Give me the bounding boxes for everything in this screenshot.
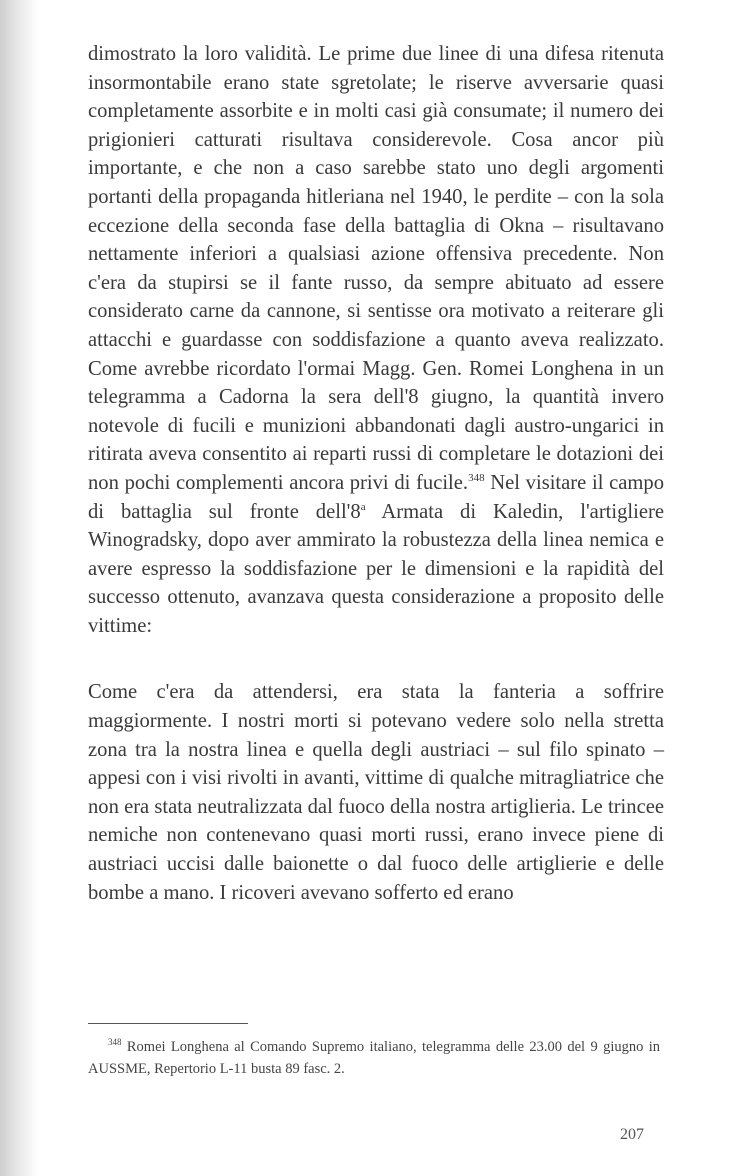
footnote-divider xyxy=(88,1023,248,1024)
page-number: 207 xyxy=(620,1126,644,1143)
footnote xyxy=(88,1036,660,1080)
paragraph-text-continued: Nel visitare il campo di battaglia sul fronte dell'8 xyxy=(88,471,664,523)
main-paragraph xyxy=(88,40,664,640)
footnote-text: Romei Longhena al Comando Supremo italiano, telegramma delle 23.00 del 9 giugno in AUSSME, Repertorio L-11 busta 89 fasc. 2. xyxy=(88,1039,660,1077)
paragraph-text-end: Armata di Kaledin, l'artigliere Winogradsky, dopo aver ammirato la robustezza della linea nemica e avere espresso la soddisfazione per le dimensioni e la rapidità del successo ottenuto, avanzava questa considerazione a proposito delle vittime: xyxy=(88,500,664,637)
footnote-reference: 348 xyxy=(468,472,485,485)
page-body xyxy=(88,40,664,907)
book-spine-shadow xyxy=(0,0,38,1176)
ordinal-superscript: a xyxy=(360,500,366,513)
paragraph-text: dimostrato la loro validità. Le prime due linee di una difesa ritenuta insormontabile erano state sgretolate; le riserve avversarie quasi completamente assorbite e in molti casi già consumate; il numero dei prigionieri catturati risultava considerevole. Cosa ancor più importante, e che non a caso sarebbe stato uno degli argomenti portanti della propaganda hitleriana nel 1940, le perdite – con la sola eccezione della seconda fase della battaglia di Okna – risultavano nettamente inferiori a qualsiasi azione offensiva precedente. Non c'era da stupirsi se il fante russo, da sempre abituato ad essere considerato carne da cannone, si sentisse ora motivato a reiterare gli attacchi e guardasse con soddisfazione a quanto aveva realizzato. Come avrebbe ricordato l'ormai Magg. Gen. Romei Longhena in un telegramma a Cadorna la sera dell'8 giugno, la quantità invero notevole di fucili e munizioni abbandonati dagli austro-ungarici in ritirata aveva consentito ai reparti russi di completare le dotazioni dei non pochi complementi ancora privi di fucile. xyxy=(88,43,664,494)
footnote-number: 348 xyxy=(108,1037,122,1048)
block-quotation: Come c'era da attendersi, era stata la fanteria a soffrire maggiormente. I nostri morti si potevano vedere solo nella stretta zona tra la nostra linea e quella degli austriaci – sul filo spinato – appesi con i visi rivolti in avanti, vittime di qualche mitragliatrice che non era stata neutralizzata dal fuoco della nostra artiglieria. Le trincee nemiche non contenevano quasi morti russi, erano invece piene di austriaci uccisi dalle baionette o dal fuoco delle artiglierie e delle bombe a mano. I ricoveri avevano sofferto ed erano xyxy=(88,681,664,904)
